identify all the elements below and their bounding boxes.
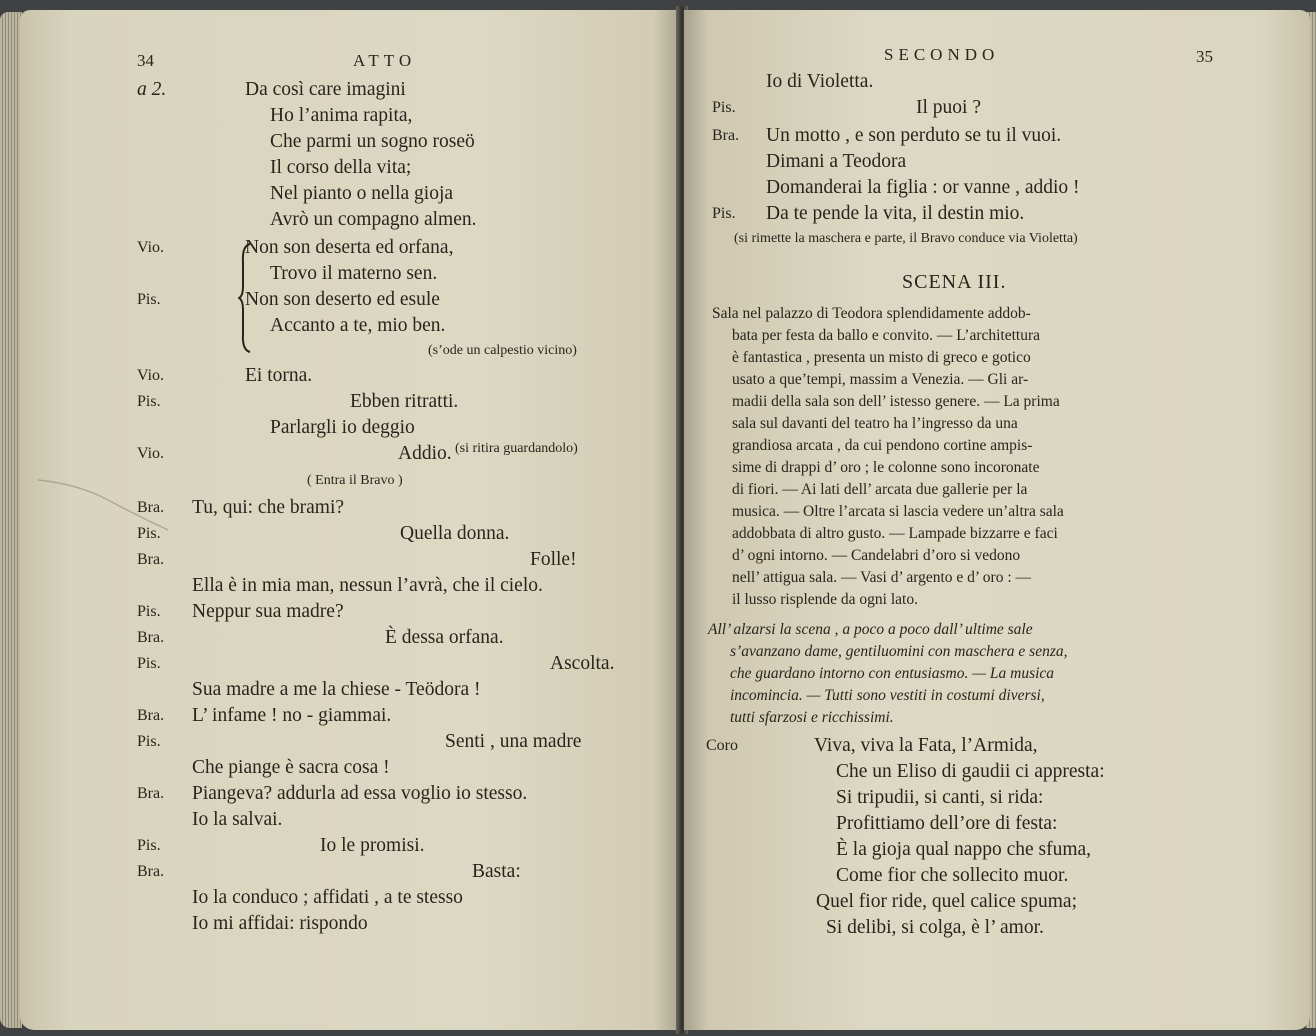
verse-line: Tu, qui: che brami? xyxy=(192,497,345,518)
verse-line: Non son deserto ed esule xyxy=(245,289,440,310)
verse-line: Che parmi un sogno roseö xyxy=(270,131,475,152)
italic-direction-line: tutti sfarzosi e ricchissimi. xyxy=(730,709,894,726)
stage-description-line: il lusso risplende da ogni lato. xyxy=(732,591,918,608)
verse-line: Avrò un compagno almen. xyxy=(270,209,477,230)
speaker: Pis. xyxy=(137,837,161,854)
italic-direction-line: All’ alzarsi la scena , a poco a poco dall’ ultime sale xyxy=(708,621,1033,638)
stage-description-line: di fiori. — Ai lati dell’ arcata due gallerie per la xyxy=(732,481,1028,498)
chorus-line: È la gioja qual nappo che sfuma, xyxy=(836,839,1092,860)
verse-line: Io le promisi. xyxy=(320,835,425,856)
stage-description-line: nell’ attigua sala. — Vasi d’ argento e d’ oro : — xyxy=(732,569,1032,586)
verse-line: Sua madre a me la chiese - Teödora ! xyxy=(192,679,481,700)
stage-description-line: addobbata di altro gusto. — Lampade bizzarre e faci xyxy=(732,525,1058,542)
verse-line: Da te pende la vita, il destin mio. xyxy=(766,203,1025,224)
verse-line: Senti , una madre xyxy=(445,731,582,752)
scene-title: SCENA III. xyxy=(902,271,1007,293)
verse-line: Accanto a te, mio ben. xyxy=(270,315,446,336)
speaker: Pis. xyxy=(137,733,161,750)
speaker: Vio. xyxy=(137,367,165,384)
verse-line: Ascolta. xyxy=(550,653,615,674)
verse-line: Domanderai la figlia : or vanne , addio ! xyxy=(766,177,1080,198)
running-head: ATTO xyxy=(353,51,417,70)
verse-line: Piangeva? addurla ad essa voglio io stesso. xyxy=(192,783,528,804)
verse-line: Basta: xyxy=(472,861,521,882)
speaker: Pis. xyxy=(137,291,161,308)
verse-line: Io la conduco ; affidati , a te stesso xyxy=(192,887,463,908)
chorus-line: Quel fior ride, quel calice spuma; xyxy=(816,891,1077,912)
stage-description-line: grandiosa arcata , da cui pendono cortine ampis- xyxy=(732,437,1033,454)
italic-direction-line: s’avanzano dame, gentiluomini con maschera e senza, xyxy=(730,643,1068,660)
speaker: Bra. xyxy=(137,863,165,880)
speaker: Vio. xyxy=(137,239,165,256)
verse-line: Da così care imagini xyxy=(245,79,406,100)
speaker: Pis. xyxy=(712,205,736,222)
chorus-line: Che un Eliso di gaudii ci appresta: xyxy=(836,761,1105,782)
chorus-line: Profittiamo dell’ore di festa: xyxy=(836,813,1058,834)
verse-line: Ebben ritratti. xyxy=(350,391,459,412)
speaker: Bra. xyxy=(137,551,165,568)
speaker: Bra. xyxy=(137,629,165,646)
speaker: Pis. xyxy=(137,603,161,620)
chorus-line: Come fior che sollecito muor. xyxy=(836,865,1069,886)
verse-line: Trovo il materno sen. xyxy=(270,263,438,284)
stage-direction: (si rimette la maschera e parte, il Bravo conduce via Violetta) xyxy=(734,231,1078,246)
stage-description-line: Sala nel palazzo di Teodora splendidamente addob- xyxy=(712,305,1031,322)
speaker: Bra. xyxy=(137,785,165,802)
speaker: Vio. xyxy=(137,445,165,462)
verse-line: Nel pianto o nella gioja xyxy=(270,183,454,204)
italic-direction-line: che guardano intorno con entusiasmo. — La musica xyxy=(730,665,1055,682)
speaker: Pis. xyxy=(712,99,736,116)
verse-line: Neppur sua madre? xyxy=(192,601,344,622)
page-edges-left xyxy=(0,12,22,1028)
chorus-line: Si delibi, si colga, è l’ amor. xyxy=(826,917,1044,938)
chorus-line: Viva, viva la Fata, l’Armida, xyxy=(814,735,1038,756)
stage-description-line: è fantastica , presenta un misto di greco e gotico xyxy=(732,349,1031,366)
speaker: Coro xyxy=(706,737,738,754)
verse-line: Io mi affidai: rispondo xyxy=(192,913,368,934)
stage-description-line: musica. — Oltre l’arcata si lascia vedere un’altra sala xyxy=(732,503,1064,520)
verse-line: Dimani a Teodora xyxy=(766,151,907,172)
stage-description-line: d’ ogni intorno. — Candelabri d’oro si vedono xyxy=(732,547,1021,564)
verse-line: Ella è in mia man, nessun l’avrà, che il cielo. xyxy=(192,575,543,596)
stage-direction: ( Entra il Bravo ) xyxy=(307,473,403,488)
speaker: Bra. xyxy=(712,127,740,144)
page-number: 34 xyxy=(137,51,154,70)
stage-description-line: sime di drappi d’ oro ; le colonne sono incoronate xyxy=(732,459,1040,476)
left-page xyxy=(20,10,680,1030)
stage-description-line: usato a que’tempi, massim a Venezia. — Gli ar- xyxy=(732,371,1029,388)
stage-direction: (si ritira guardandolo) xyxy=(455,441,578,456)
verse-line: È dessa orfana. xyxy=(385,627,504,648)
speaker: Pis. xyxy=(137,393,161,410)
verse-line: Ei torna. xyxy=(245,365,313,386)
speaker: Bra. xyxy=(137,707,165,724)
verse-line: Ho l’anima rapita, xyxy=(270,105,413,126)
verse-line: Io la salvai. xyxy=(192,809,283,830)
stage-description-line: madii della sala son dell’ istesso genere. — La prima xyxy=(732,393,1060,410)
verse-line: Il puoi ? xyxy=(916,97,981,118)
chorus-line: Si tripudii, si canti, si rida: xyxy=(836,787,1044,808)
verse-line: L’ infame ! no - giammai. xyxy=(192,705,392,726)
verse-line: Parlargli io deggio xyxy=(270,417,415,438)
verse-line: Addio. xyxy=(398,443,452,464)
running-head: SECONDO xyxy=(884,45,1000,64)
stage-description-line: bata per festa da ballo e convito. — L’architettura xyxy=(732,327,1041,344)
stage-direction: (s’ode un calpestio vicino) xyxy=(428,343,577,358)
verse-line: Io di Violetta. xyxy=(766,71,874,92)
speaker: Pis. xyxy=(137,655,161,672)
speaker: Bra. xyxy=(137,499,165,516)
verse-line: Il corso della vita; xyxy=(270,157,412,178)
verse-line: Quella donna. xyxy=(400,523,510,544)
page-number: 35 xyxy=(1196,47,1213,66)
right-page xyxy=(684,10,1310,1030)
verse-line: Un motto , e son perduto se tu il vuoi. xyxy=(766,125,1062,146)
italic-direction-line: incomincia. — Tutti sono vestiti in costumi diversi, xyxy=(730,687,1045,704)
stage-description-line: sala sul davanti del teatro ha l’ingresso da una xyxy=(732,415,1018,432)
verse-line: Folle! xyxy=(530,549,577,570)
speaker: a 2. xyxy=(137,79,167,100)
speaker: Pis. xyxy=(137,525,161,542)
verse-line: Che piange è sacra cosa ! xyxy=(192,757,390,778)
verse-line: Non son deserta ed orfana, xyxy=(245,237,454,258)
